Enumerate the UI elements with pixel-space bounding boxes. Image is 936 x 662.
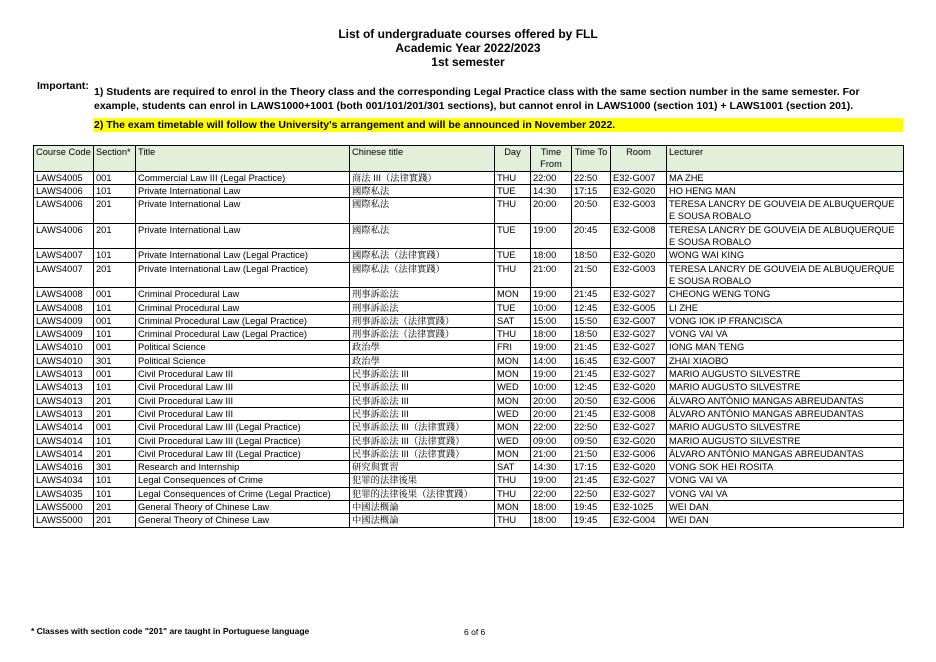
time-from-cell: 22:00: [531, 421, 572, 434]
room-cell: E32-G020: [611, 184, 667, 197]
title-cell: Political Science: [136, 341, 350, 354]
day-cell: MON: [495, 501, 531, 514]
section-cell: 201: [94, 223, 136, 249]
chinese-title-cell: 政治學: [350, 354, 495, 367]
day-cell: SAT: [495, 461, 531, 474]
table-row: [34, 381, 904, 394]
chinese-title-cell: 刑事訴訟法: [350, 301, 495, 314]
table-row: [34, 501, 904, 514]
day-cell: MON: [495, 368, 531, 381]
course-code-cell: LAWS4009: [34, 328, 94, 341]
section-cell: 201: [94, 394, 136, 407]
section-cell: 201: [94, 447, 136, 460]
time-from-cell: 20:00: [531, 407, 572, 420]
time-from-cell: 18:00: [531, 501, 572, 514]
time-to-cell: 22:50: [572, 171, 611, 184]
day-cell: WED: [495, 381, 531, 394]
time-to-cell: 21:45: [572, 288, 611, 301]
lecturer-cell: VONG IOK IP FRANCISCA: [667, 314, 904, 327]
table-row: [34, 447, 904, 460]
header-day: Day: [495, 146, 531, 172]
course-code-cell: LAWS4013: [34, 381, 94, 394]
course-code-cell: LAWS4006: [34, 223, 94, 249]
course-code-cell: LAWS4016: [34, 461, 94, 474]
course-code-cell: LAWS4010: [34, 341, 94, 354]
day-cell: TUE: [495, 301, 531, 314]
time-to-cell: 21:45: [572, 341, 611, 354]
chinese-title-cell: 國際私法（法律實踐）: [350, 249, 495, 262]
room-cell: E32-G020: [611, 249, 667, 262]
title-cell: Civil Procedural Law III (Legal Practice): [136, 447, 350, 460]
course-code-cell: LAWS4013: [34, 394, 94, 407]
lecturer-cell: MA ZHE: [667, 171, 904, 184]
time-to-cell: 20:50: [572, 198, 611, 224]
header-time-from: Time From: [531, 146, 572, 172]
course-code-cell: LAWS4013: [34, 368, 94, 381]
time-to-cell: 15:50: [572, 314, 611, 327]
table-row: [34, 171, 904, 184]
course-code-cell: LAWS4035: [34, 487, 94, 500]
lecturer-cell: CHEONG WENG TONG: [667, 288, 904, 301]
time-to-cell: 21:45: [572, 368, 611, 381]
section-cell: 101: [94, 487, 136, 500]
table-row: [34, 368, 904, 381]
room-cell: E32-G020: [611, 461, 667, 474]
course-code-cell: LAWS4010: [34, 354, 94, 367]
day-cell: WED: [495, 434, 531, 447]
table-row: [34, 394, 904, 407]
section-cell: 101: [94, 301, 136, 314]
section-cell: 201: [94, 407, 136, 420]
time-from-cell: 19:00: [531, 341, 572, 354]
important-label: Important:: [37, 80, 89, 92]
lecturer-cell: ÁLVARO ANTÓNIO MANGAS ABREUDANTAS: [667, 394, 904, 407]
title-cell: Legal Consequences of Crime (Legal Practice): [136, 487, 350, 500]
time-to-cell: 18:50: [572, 249, 611, 262]
time-from-cell: 22:00: [531, 487, 572, 500]
header-course-code: Course Code: [34, 146, 94, 172]
day-cell: THU: [495, 474, 531, 487]
table-row: [34, 434, 904, 447]
section-cell: 201: [94, 262, 136, 288]
section-cell: 101: [94, 474, 136, 487]
section-cell: 001: [94, 171, 136, 184]
table-row: [34, 184, 904, 197]
time-to-cell: 21:50: [572, 447, 611, 460]
chinese-title-cell: 商法 III（法律實踐）: [350, 171, 495, 184]
lecturer-cell: LI ZHE: [667, 301, 904, 314]
day-cell: MON: [495, 394, 531, 407]
table-row: [34, 487, 904, 500]
time-from-cell: 15:00: [531, 314, 572, 327]
time-from-cell: 18:00: [531, 249, 572, 262]
lecturer-cell: WONG WAI KING: [667, 249, 904, 262]
day-cell: THU: [495, 328, 531, 341]
time-to-cell: 22:50: [572, 487, 611, 500]
section-cell: 001: [94, 341, 136, 354]
time-to-cell: 18:50: [572, 328, 611, 341]
table-row: [34, 314, 904, 327]
section-cell: 101: [94, 381, 136, 394]
course-code-cell: LAWS4014: [34, 421, 94, 434]
course-code-cell: LAWS4008: [34, 288, 94, 301]
portuguese-footnote: * Classes with section code "201" are taught in Portuguese language: [31, 626, 310, 636]
title-cell: Legal Consequences of Crime: [136, 474, 350, 487]
course-code-cell: LAWS4014: [34, 447, 94, 460]
header-section: Section*: [94, 146, 136, 172]
table-row: [34, 328, 904, 341]
header-chinese-title: Chinese title: [350, 146, 495, 172]
time-from-cell: 20:00: [531, 198, 572, 224]
day-cell: WED: [495, 407, 531, 420]
time-to-cell: 20:45: [572, 223, 611, 249]
title-cell: Civil Procedural Law III (Legal Practice): [136, 434, 350, 447]
section-cell: 101: [94, 249, 136, 262]
course-code-cell: LAWS4007: [34, 249, 94, 262]
day-cell: MON: [495, 288, 531, 301]
room-cell: E32-G005: [611, 301, 667, 314]
section-cell: 301: [94, 354, 136, 367]
section-cell: 001: [94, 288, 136, 301]
header-title: Title: [136, 146, 350, 172]
header-room: Room: [611, 146, 667, 172]
lecturer-cell: MARIO AUGUSTO SILVESTRE: [667, 434, 904, 447]
title-cell: Civil Procedural Law III: [136, 368, 350, 381]
chinese-title-cell: 中國法概論: [350, 514, 495, 527]
lecturer-cell: TERESA LANCRY DE GOUVEIA DE ALBUQUERQUE E SOUSA ROBALO: [667, 223, 904, 249]
day-cell: FRI: [495, 341, 531, 354]
title-cell: General Theory of Chinese Law: [136, 501, 350, 514]
day-cell: THU: [495, 171, 531, 184]
course-code-cell: LAWS4009: [34, 314, 94, 327]
day-cell: MON: [495, 354, 531, 367]
section-cell: 101: [94, 434, 136, 447]
document-title: List of undergraduate courses offered by FLL: [338, 27, 598, 41]
time-from-cell: 10:00: [531, 381, 572, 394]
lecturer-cell: VONG VAI VA: [667, 474, 904, 487]
room-cell: E32-G008: [611, 407, 667, 420]
section-cell: 001: [94, 368, 136, 381]
day-cell: THU: [495, 487, 531, 500]
title-cell: Political Science: [136, 354, 350, 367]
chinese-title-cell: 刑事訴訟法（法律實踐）: [350, 314, 495, 327]
title-cell: Civil Procedural Law III: [136, 381, 350, 394]
time-to-cell: 19:45: [572, 514, 611, 527]
lecturer-cell: TERESA LANCRY DE GOUVEIA DE ALBUQUERQUE E SOUSA ROBALO: [667, 262, 904, 288]
section-cell: 201: [94, 198, 136, 224]
time-from-cell: 19:00: [531, 223, 572, 249]
day-cell: TUE: [495, 249, 531, 262]
chinese-title-cell: 研究與實習: [350, 461, 495, 474]
day-cell: THU: [495, 514, 531, 527]
day-cell: MON: [495, 421, 531, 434]
chinese-title-cell: 國際私法: [350, 184, 495, 197]
lecturer-cell: WEI DAN: [667, 514, 904, 527]
section-cell: 201: [94, 501, 136, 514]
table-row: [34, 341, 904, 354]
room-cell: E32-G006: [611, 394, 667, 407]
title-cell: Civil Procedural Law III: [136, 407, 350, 420]
time-to-cell: 16:45: [572, 354, 611, 367]
room-cell: E32-G027: [611, 487, 667, 500]
academic-year: Academic Year 2022/2023: [395, 41, 541, 55]
course-code-cell: LAWS5000: [34, 514, 94, 527]
course-code-cell: LAWS4006: [34, 198, 94, 224]
lecturer-cell: VONG VAI VA: [667, 487, 904, 500]
table-row: [34, 198, 904, 224]
table-header-row: [34, 146, 904, 172]
time-to-cell: 21:45: [572, 407, 611, 420]
time-to-cell: 09:50: [572, 434, 611, 447]
table-body: [34, 171, 904, 527]
time-from-cell: 14:30: [531, 461, 572, 474]
room-cell: E32-1025: [611, 501, 667, 514]
title-cell: Criminal Procedural Law: [136, 301, 350, 314]
time-to-cell: 12:45: [572, 301, 611, 314]
time-from-cell: 09:00: [531, 434, 572, 447]
chinese-title-cell: 民事訴訟法 III（法律實踐）: [350, 421, 495, 434]
lecturer-cell: ÁLVARO ANTÓNIO MANGAS ABREUDANTAS: [667, 407, 904, 420]
title-cell: Private International Law: [136, 184, 350, 197]
section-cell: 001: [94, 314, 136, 327]
time-to-cell: 21:50: [572, 262, 611, 288]
time-to-cell: 17:15: [572, 461, 611, 474]
chinese-title-cell: 民事訴訟法 III: [350, 368, 495, 381]
lecturer-cell: MARIO AUGUSTO SILVESTRE: [667, 368, 904, 381]
day-cell: SAT: [495, 314, 531, 327]
semester: 1st semester: [431, 55, 505, 69]
chinese-title-cell: 國際私法: [350, 198, 495, 224]
table-row: [34, 223, 904, 249]
room-cell: E32-G020: [611, 381, 667, 394]
title-cell: Civil Procedural Law III: [136, 394, 350, 407]
chinese-title-cell: 中國法概論: [350, 501, 495, 514]
time-to-cell: 21:45: [572, 474, 611, 487]
time-from-cell: 19:00: [531, 288, 572, 301]
course-code-cell: LAWS4006: [34, 184, 94, 197]
chinese-title-cell: 犯罪的法律後果（法律實踐）: [350, 487, 495, 500]
room-cell: E32-G007: [611, 171, 667, 184]
enrolment-notice: 1) Students are required to enrol in the Theory class and the corresponding Legal Practice class with the same section number in the same semester. For example, students can enrol in LAWS1000+1001 (both 001/101/201/301 sections), but cannot enrol in LAWS1000 (section 101) + LAWS1001 (section 201).: [94, 86, 860, 112]
course-table: [33, 145, 904, 528]
chinese-title-cell: 民事訴訟法 III（法律實踐）: [350, 447, 495, 460]
course-code-cell: LAWS4005: [34, 171, 94, 184]
time-to-cell: 17:15: [572, 184, 611, 197]
day-cell: MON: [495, 447, 531, 460]
title-cell: Criminal Procedural Law (Legal Practice): [136, 314, 350, 327]
lecturer-cell: VONG SOK HEI ROSITA: [667, 461, 904, 474]
room-cell: E32-G027: [611, 474, 667, 487]
lecturer-cell: ÁLVARO ANTÓNIO MANGAS ABREUDANTAS: [667, 447, 904, 460]
lecturer-cell: HO HENG MAN: [667, 184, 904, 197]
day-cell: TUE: [495, 223, 531, 249]
time-from-cell: 19:00: [531, 474, 572, 487]
title-cell: Criminal Procedural Law: [136, 288, 350, 301]
title-cell: Civil Procedural Law III (Legal Practice): [136, 421, 350, 434]
time-from-cell: 19:00: [531, 368, 572, 381]
time-from-cell: 10:00: [531, 301, 572, 314]
course-code-cell: LAWS4008: [34, 301, 94, 314]
course-code-cell: LAWS4014: [34, 434, 94, 447]
room-cell: E32-G027: [611, 421, 667, 434]
title-cell: General Theory of Chinese Law: [136, 514, 350, 527]
title-cell: Commercial Law III (Legal Practice): [136, 171, 350, 184]
title-cell: Private International Law: [136, 198, 350, 224]
room-cell: E32-G027: [611, 341, 667, 354]
title-cell: Criminal Procedural Law (Legal Practice): [136, 328, 350, 341]
table-row: [34, 288, 904, 301]
lecturer-cell: MARIO AUGUSTO SILVESTRE: [667, 421, 904, 434]
table-row: [34, 421, 904, 434]
course-code-cell: LAWS4007: [34, 262, 94, 288]
room-cell: E32-G007: [611, 314, 667, 327]
lecturer-cell: IONG MAN TENG: [667, 341, 904, 354]
time-from-cell: 20:00: [531, 394, 572, 407]
lecturer-cell: ZHAI XIAOBO: [667, 354, 904, 367]
room-cell: E32-G007: [611, 354, 667, 367]
time-from-cell: 14:00: [531, 354, 572, 367]
table-row: [34, 461, 904, 474]
time-to-cell: 12:45: [572, 381, 611, 394]
room-cell: E32-G003: [611, 198, 667, 224]
lecturer-cell: VONG VAI VA: [667, 328, 904, 341]
room-cell: E32-G006: [611, 447, 667, 460]
table-row: [34, 407, 904, 420]
section-cell: 101: [94, 184, 136, 197]
room-cell: E32-G027: [611, 368, 667, 381]
time-from-cell: 18:00: [531, 328, 572, 341]
table-row: [34, 301, 904, 314]
course-code-cell: LAWS5000: [34, 501, 94, 514]
chinese-title-cell: 政治學: [350, 341, 495, 354]
chinese-title-cell: 民事訴訟法 III: [350, 407, 495, 420]
chinese-title-cell: 刑事訴訟法: [350, 288, 495, 301]
room-cell: E32-G027: [611, 288, 667, 301]
course-code-cell: LAWS4034: [34, 474, 94, 487]
chinese-title-cell: 國際私法（法律實踐）: [350, 262, 495, 288]
time-to-cell: 19:45: [572, 501, 611, 514]
room-cell: E32-G004: [611, 514, 667, 527]
day-cell: TUE: [495, 184, 531, 197]
title-cell: Private International Law (Legal Practice): [136, 262, 350, 288]
lecturer-cell: MARIO AUGUSTO SILVESTRE: [667, 381, 904, 394]
exam-notice: 2) The exam timetable will follow the University's arrangement and will be announced in November 2022.: [93, 118, 903, 132]
title-cell: Private International Law (Legal Practice): [136, 249, 350, 262]
day-cell: THU: [495, 198, 531, 224]
table-row: [34, 354, 904, 367]
room-cell: E32-G008: [611, 223, 667, 249]
time-from-cell: 21:00: [531, 262, 572, 288]
section-cell: 301: [94, 461, 136, 474]
section-cell: 201: [94, 514, 136, 527]
time-from-cell: 14:30: [531, 184, 572, 197]
time-to-cell: 20:50: [572, 394, 611, 407]
course-code-cell: LAWS4013: [34, 407, 94, 420]
chinese-title-cell: 民事訴訟法 III: [350, 394, 495, 407]
table-row: [34, 262, 904, 288]
lecturer-cell: TERESA LANCRY DE GOUVEIA DE ALBUQUERQUE E SOUSA ROBALO: [667, 198, 904, 224]
table-row: [34, 474, 904, 487]
time-to-cell: 22:50: [572, 421, 611, 434]
chinese-title-cell: 犯罪的法律後果: [350, 474, 495, 487]
chinese-title-cell: 國際私法: [350, 223, 495, 249]
room-cell: E32-G020: [611, 434, 667, 447]
lecturer-cell: WEI DAN: [667, 501, 904, 514]
header-time-to: Time To: [572, 146, 611, 172]
chinese-title-cell: 刑事訴訟法（法律實踐）: [350, 328, 495, 341]
page-number: 6 of 6: [464, 627, 486, 637]
time-from-cell: 18:00: [531, 514, 572, 527]
table-row: [34, 514, 904, 527]
title-cell: Research and Internship: [136, 461, 350, 474]
chinese-title-cell: 民事訴訟法 III（法律實踐）: [350, 434, 495, 447]
chinese-title-cell: 民事訴訟法 III: [350, 381, 495, 394]
section-cell: 001: [94, 421, 136, 434]
title-cell: Private International Law: [136, 223, 350, 249]
day-cell: THU: [495, 262, 531, 288]
time-from-cell: 22:00: [531, 171, 572, 184]
room-cell: E32-G003: [611, 262, 667, 288]
table-row: [34, 249, 904, 262]
room-cell: E32-G027: [611, 328, 667, 341]
header-lecturer: Lecturer: [667, 146, 904, 172]
section-cell: 101: [94, 328, 136, 341]
time-from-cell: 21:00: [531, 447, 572, 460]
